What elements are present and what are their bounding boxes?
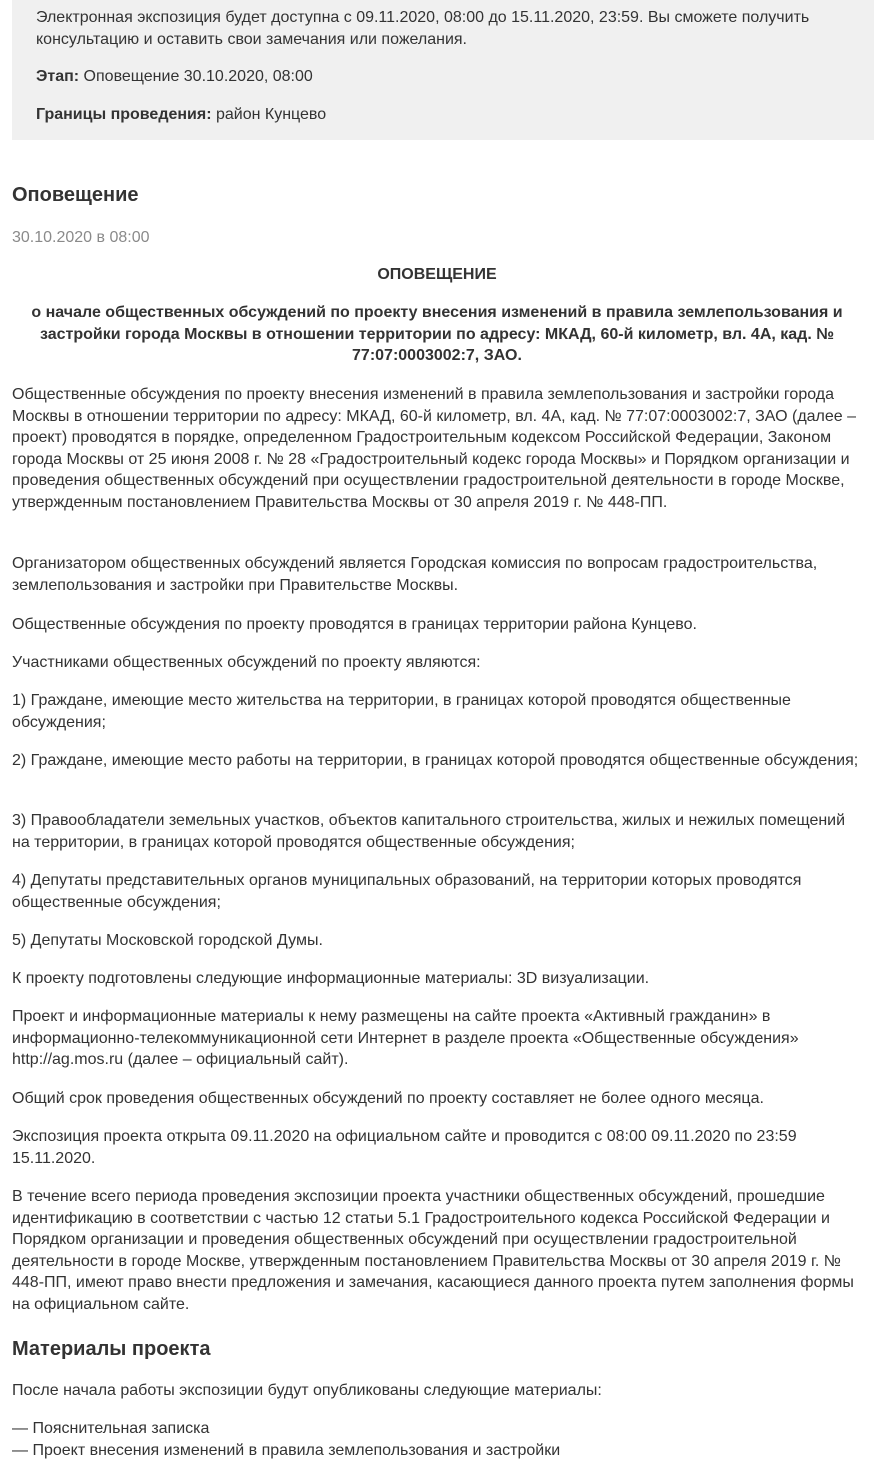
bounds-line [36, 104, 326, 126]
info-box [12, 0, 874, 140]
bounds-label: Границы проведения: [36, 106, 212, 123]
participants-item: 1) Граждане, имеющие место жительства на территории, в границах которой проводятся общественные обсуждения; [12, 692, 791, 731]
notice-paragraph: Организатором общественных обсуждений является Городская комиссия по вопросам градостроительства, землепользования и застройки при Правительстве Москвы. [12, 555, 818, 594]
participants-item: 2) Граждане, имеющие место работы на территории, в границах которой проводятся общественные обсуждения; [12, 752, 859, 769]
notice-paragraph: Экспозиция проекта открыта 09.11.2020 на официальном сайте и проводится с 08:00 09.11.2020 по 23:59 15.11.2020. [12, 1128, 797, 1167]
notice-paragraph: Общественные обсуждения по проекту проводятся в границах территории района Кунцево. [12, 616, 697, 633]
stage-value: Оповещение 30.10.2020, 08:00 [79, 68, 313, 85]
notice-paragraph: Проект и информационные материалы к нему размещены на сайте проекта «Активный гражданин» в информационно-телекоммуникационной сети Интернет в разделе проекта «Общественные обсуждения» http://ag.mos.ru (далее – официальный сайт). [12, 1008, 799, 1068]
participants-item: 3) Правообладатели земельных участков, объектов капитального строительства, жилых и нежилых помещений на территории, в границах которой проводятся общественные обсуждения; [12, 812, 846, 851]
materials-title: Материалы проекта [12, 1338, 211, 1360]
materials-list-item: — Проект внесения изменений в правила землепользования и застройки [12, 1442, 561, 1459]
notice-heading: ОПОВЕЩЕНИЕ [377, 266, 497, 283]
notice-paragraph: Общий срок проведения общественных обсуждений по проекту составляет не более одного месяца. [12, 1090, 764, 1107]
notice-paragraph: Общественные обсуждения по проекту внесения изменений в правила землепользования и застройки города Москвы в отношении территории по адресу: МКАД, 60-й километр, вл. 4А, кад. № 77:07:0003002:7, ЗАО (далее – проект) проводятся в порядке, определенном Градостроительным кодексом Российской Федерации, Законом города Москвы от 25 июня 2008 г. № 28 «Градостроительный кодекс города Москвы» и Порядком организации и проведения общественных обсуждений при осуществлении градостроительной деятельности в городе Москве, утвержденным постановлением Правительства Москвы от 30 апреля 2019 г. № 448-ПП. [12, 386, 857, 511]
notice-paragraph: Участниками общественных обсуждений по проекту являются: [12, 654, 481, 671]
materials-list-item: — Пояснительная записка [12, 1420, 210, 1437]
notice-subheading: о начале общественных обсуждений по проекту внесения изменений в правила землепользования и застройки города Москвы в отношении территории по адресу: МКАД, 60-й километр, вл. 4А, кад. № 77:07:0003002:7, ЗАО. [31, 304, 843, 364]
bounds-value: район Кунцево [211, 106, 327, 123]
notice-paragraph: К проекту подготовлены следующие информационные материалы: 3D визуализации. [12, 970, 650, 987]
stage-line [36, 66, 313, 88]
participants-item: 5) Депутаты Московской городской Думы. [12, 932, 323, 949]
participants-item: 4) Депутаты представительных органов муниципальных образований, на территории которых проводятся общественные обсуждения; [12, 872, 802, 911]
stage-label: Этап: [36, 68, 80, 85]
notice-date: 30.10.2020 в 08:00 [12, 229, 150, 246]
materials-intro: После начала работы экспозиции будут опубликованы следующие материалы: [12, 1382, 602, 1399]
notice-title: Оповещение [12, 184, 139, 206]
exposition-info-text: Электронная экспозиция будет доступна с 09.11.2020, 08:00 до 15.11.2020, 23:59. Вы сможете получить консультацию и оставить свои замечания или пожелания. [36, 9, 810, 48]
notice-paragraph: В течение всего периода проведения экспозиции проекта участники общественных обсуждений, прошедшие идентификацию в соответствии с частью 12 статьи 5.1 Градостроительного кодекса Российской Федерации и Порядком организации и проведения общественных обсуждений при осуществлении градостроительной деятельности в городе Москве, утвержденным постановлением Правительства Москвы от 30 апреля 2019 г. № 448-ПП, имеют право внести предложения и замечания, касающиеся данного проекта путем заполнения формы на официальном сайте. [12, 1188, 854, 1313]
